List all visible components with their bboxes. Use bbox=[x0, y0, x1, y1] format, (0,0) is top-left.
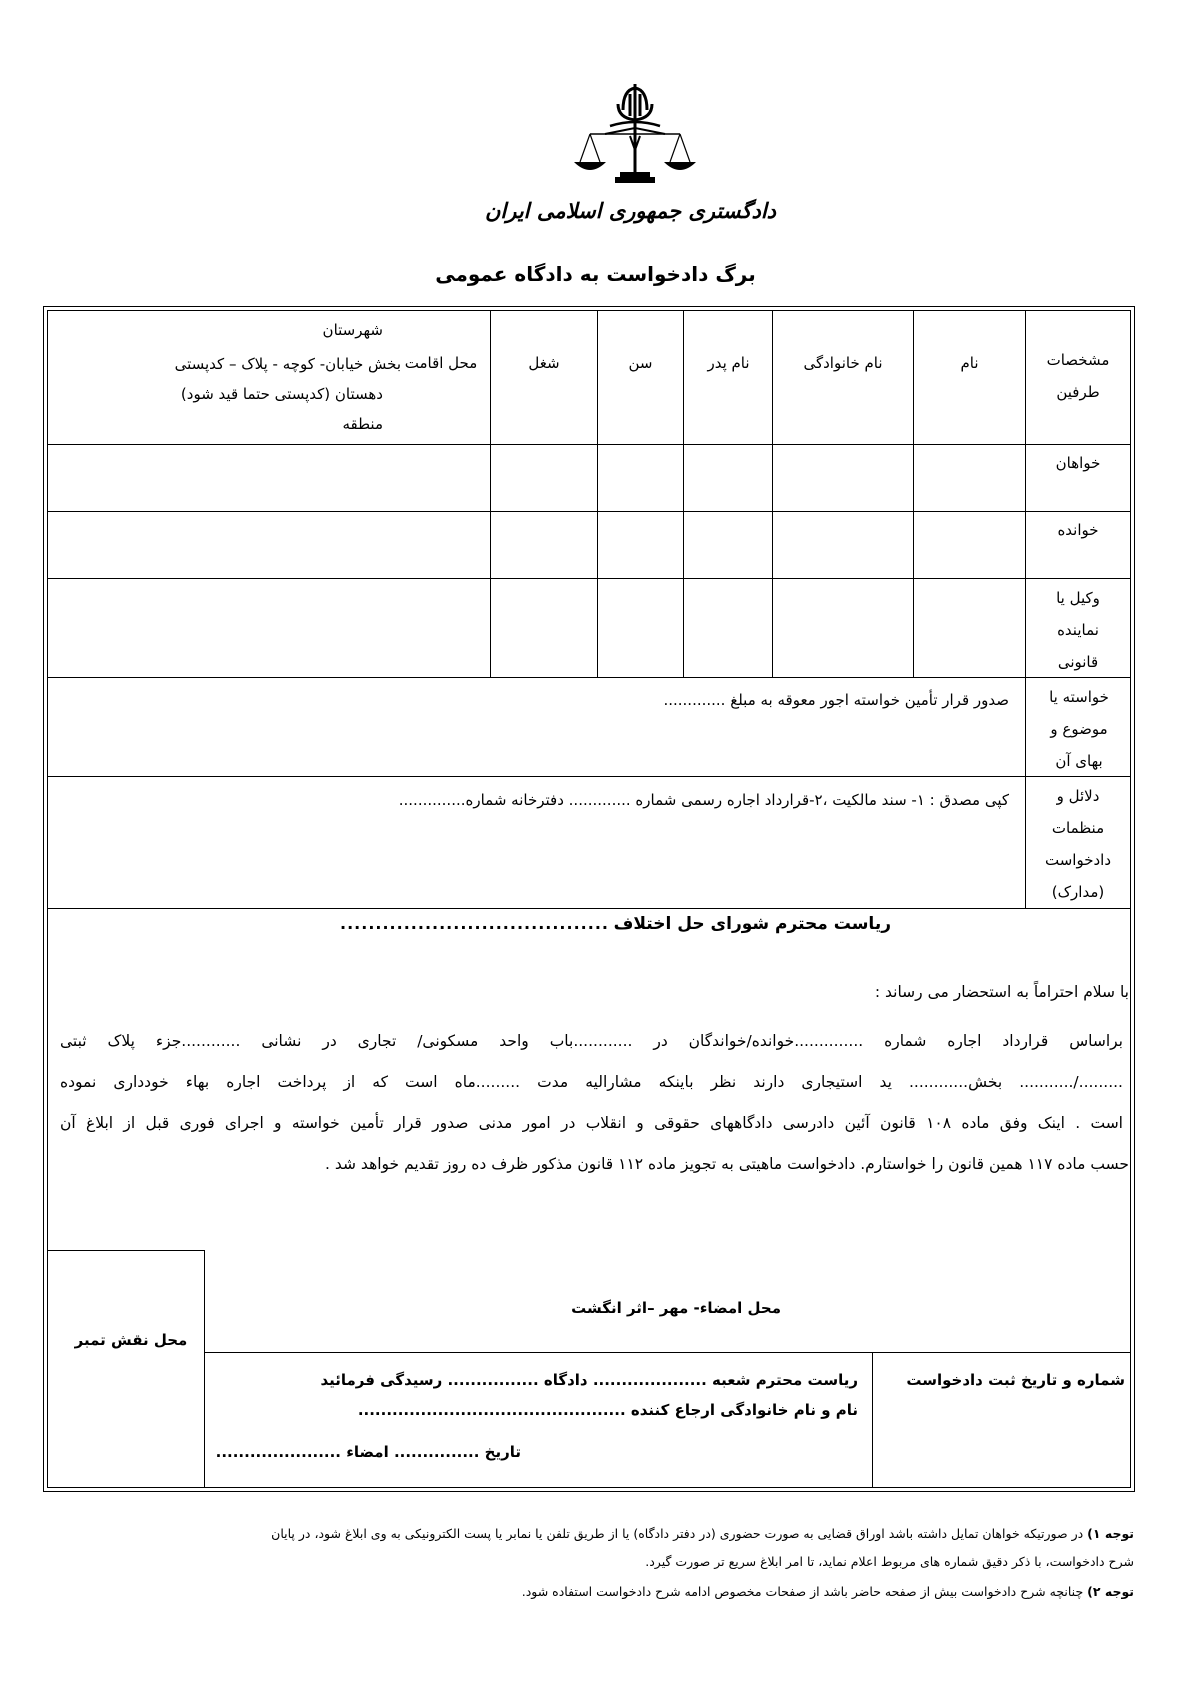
letter-line-2: ........./........... بخش............ ید استیجاری دارند نظر باینکه مشارالیه مدت .........ماه است که از پرداخت اجاره بهاء خودداری نموده bbox=[60, 1073, 1123, 1091]
row-label-defendant: خوانده bbox=[1057, 521, 1099, 539]
letter-title-dots: ...................................... bbox=[340, 914, 609, 933]
referral-line-2: نام و نام خانوادگی ارجاع کننده ............................................... bbox=[357, 1401, 858, 1419]
row-label-lawyer: وکیل یا نماینده قانونی bbox=[1056, 589, 1100, 671]
letter-title: ریاست محترم شورای حل اختلاف bbox=[613, 914, 891, 934]
letter-greeting: با سلام احتراماً به استحضار می رساند : bbox=[874, 983, 1129, 1001]
col-header-father-name: نام پدر bbox=[707, 354, 750, 372]
letter-line-1: براساس قرارداد اجاره شماره ..............خوانده/خواندگان در ............باب واحد مسکونی/ تجاری در نشانی ............جزء پلاک ثبتی bbox=[60, 1032, 1123, 1050]
row-label-plaintiff: خواهان bbox=[1055, 454, 1101, 472]
residence-line-district: منطقه bbox=[342, 415, 383, 433]
col-header-job: شغل bbox=[528, 354, 560, 372]
row-divider bbox=[47, 444, 1131, 445]
evidence-value: کپی مصدق : ۱- سند مالکیت ،۲-قرارداد اجاره رسمی شماره ............. دفترخانه شماره.............. bbox=[398, 791, 1009, 809]
row-divider bbox=[47, 908, 1131, 909]
col-header-specs: مشخصات طرفین bbox=[1046, 351, 1110, 401]
referral-line-1: ریاست محترم شعبه .................... دادگاه ................ رسیدگی فرمائید bbox=[320, 1371, 858, 1389]
col-header-last-name: نام خانوادگی bbox=[803, 354, 883, 372]
note-2-label: توجه ۲) bbox=[1087, 1584, 1134, 1599]
note-2 bbox=[54, 1578, 1134, 1606]
signature-place-label: محل امضاء- مهر –اثر انگشت bbox=[571, 1299, 781, 1317]
row-divider bbox=[47, 511, 1131, 512]
letter-line-3: است . اینک وفق ماده ۱۰۸ قانون آئین دادرسی دادگاههای حقوقی و انقلاب در امور مدنی صدور قرار تأمین خواسته و اجرای فوری قبل از ابلاغ آن bbox=[60, 1114, 1123, 1132]
stamp-place-label: محل نقش تمبر bbox=[74, 1331, 188, 1349]
residence-line-rural: دهستان (کدپستی حتما قید شود) bbox=[180, 385, 383, 403]
stamp-box-divider bbox=[204, 1250, 205, 1488]
referral-line-3: تاریخ ............... امضاء ...................... bbox=[215, 1443, 521, 1461]
note-2-text: چنانچه شرح دادخواست بیش از صفحه حاضر باشد از صفحات مخصوص ادامه شرح دادخواست استفاده شود. bbox=[521, 1584, 1088, 1599]
judiciary-name: دادگستری جمهوری اسلامی ایران bbox=[484, 198, 777, 223]
registration-divider bbox=[872, 1352, 873, 1488]
claim-value: صدور قرار تأمین خواسته اجور معوقه به مبلغ ............. bbox=[663, 691, 1009, 709]
judiciary-emblem-icon bbox=[560, 82, 710, 192]
note-1-text: در صورتیکه خواهان تمایل داشته باشد اوراق قضایی به صورت حضوری (در دفتر دادگاه) یا از طریق تلفن یا نمابر یا پست الکترونیکی به وی ابلاغ شود، در پایان bbox=[271, 1526, 1088, 1541]
signature-divider bbox=[204, 1352, 1131, 1353]
note-1-cont: شرح دادخواست، با ذکر دقیق شماره های مربوط اعلام نماید، تا امر ابلاغ سریع تر صورت گیرد. bbox=[645, 1554, 1134, 1569]
form-title: برگ دادخواست به دادگاه عمومی bbox=[435, 262, 756, 286]
col-header-residence: محل اقامت bbox=[404, 354, 478, 372]
col-header-first-name: نام bbox=[960, 354, 979, 372]
note-1 bbox=[54, 1520, 1134, 1548]
registration-label: شماره و تاریخ ثبت دادخواست bbox=[906, 1371, 1125, 1389]
row-divider bbox=[47, 776, 1131, 777]
row-divider bbox=[47, 578, 1131, 579]
stamp-box-top bbox=[47, 1250, 205, 1251]
row-divider bbox=[47, 677, 1131, 678]
claim-label: خواسته یا موضوع و بهای آن bbox=[1049, 688, 1109, 770]
residence-line-street: بخش خیابان- کوچه - پلاک – کدپستی bbox=[174, 355, 401, 373]
letter-line-4: حسب ماده ۱۱۷ همین قانون را خواستارم. دادخواست ماهیتی به تجویز ماده ۱۱۲ قانون مذکور ظرف ده روز تقدیم خواهد شد . bbox=[325, 1155, 1129, 1173]
note-1-label: توجه ۱) bbox=[1087, 1526, 1134, 1541]
residence-line-city: شهرستان bbox=[322, 321, 383, 339]
col-header-age: سن bbox=[628, 354, 653, 372]
evidence-label: دلائل و منظمات دادخواست (مدارک) bbox=[1044, 787, 1111, 901]
